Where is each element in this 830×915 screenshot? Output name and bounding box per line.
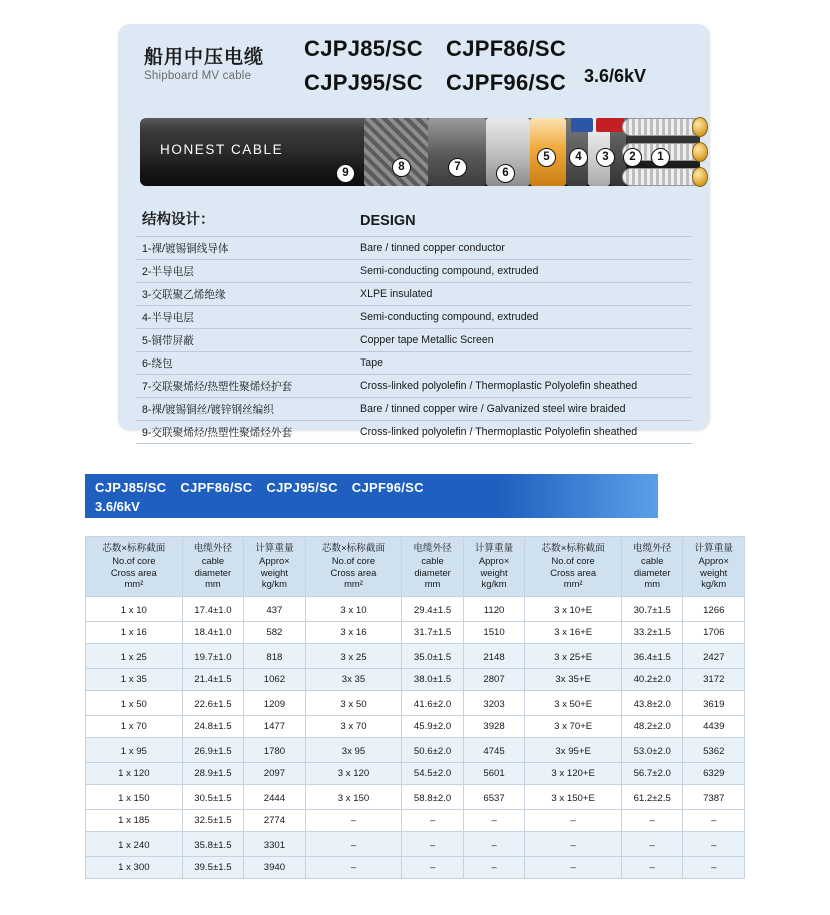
table-cell: 41.6±2.0	[402, 691, 464, 716]
callout-5: 5	[537, 148, 556, 167]
column-header-en: diameter	[414, 566, 451, 578]
table-cell: 28.9±1.5	[182, 763, 244, 785]
table-cell: 17.4±1.0	[182, 597, 244, 622]
design-table-header	[136, 208, 692, 236]
spec-banner-code: CJPF96/SC	[351, 480, 424, 495]
table-cell: 2444	[244, 785, 306, 810]
callout-8: 8	[392, 158, 411, 177]
design-row-label-cn: 6-绕包	[142, 357, 173, 370]
design-row-label-cn: 9-交联聚烯烃/热塑性聚烯烃外套	[142, 426, 293, 439]
design-row-label-en: Semi-conducting compound, extruded	[360, 311, 539, 323]
table-cell: 58.8±2.0	[402, 785, 464, 810]
callout-1: 1	[651, 148, 670, 167]
cable-layer-marker-blue	[571, 118, 593, 132]
table-cell: 3 x 120+E	[525, 763, 622, 785]
design-row-label-en: Cross-linked polyolefin / Thermoplastic Polyolefin sheathed	[360, 380, 638, 392]
table-cell: 3 x 70+E	[525, 716, 622, 738]
product-code-cjpf96: CJPF96/SC	[446, 70, 567, 95]
column-header-en: No.of core	[551, 554, 595, 566]
table-column-header	[621, 537, 683, 597]
column-header-unit: mm	[205, 578, 221, 590]
product-code-column-2	[446, 36, 566, 96]
table-cell: –	[621, 857, 683, 879]
design-row-label-en: Tape	[360, 357, 383, 369]
table-cell: 3 x 10	[305, 597, 402, 622]
callout-9: 9	[336, 164, 355, 183]
table-cell: –	[621, 832, 683, 857]
table-cell: –	[525, 857, 622, 879]
design-row-label-en: Copper tape Metallic Screen	[360, 334, 494, 346]
design-row-label-en: Bare / tinned copper conductor	[360, 242, 505, 254]
table-column-header	[244, 537, 306, 597]
table-cell: 1 x 25	[86, 644, 183, 669]
table-cell: 22.6±1.5	[182, 691, 244, 716]
table-row	[86, 785, 745, 810]
table-column-header	[402, 537, 464, 597]
table-cell: 43.8±2.0	[621, 691, 683, 716]
table-cell: 1120	[463, 597, 525, 622]
specification-table	[85, 536, 745, 879]
design-row	[136, 282, 692, 305]
column-header-en: weight	[480, 566, 508, 578]
conductor-end-cap	[692, 167, 708, 187]
column-header-unit: kg/km	[261, 578, 287, 590]
table-cell: –	[305, 810, 402, 832]
product-code-cjpf86: CJPF86/SC	[446, 36, 567, 61]
table-header-row	[86, 537, 745, 597]
table-cell: –	[621, 810, 683, 832]
column-header-en: No.of core	[112, 554, 156, 566]
design-row-label-en: Bare / tinned copper wire / Galvanized steel wire braided	[360, 403, 626, 415]
table-row	[86, 763, 745, 785]
product-info-panel	[118, 24, 710, 439]
table-cell: 35.8±1.5	[182, 832, 244, 857]
column-header-cn: 芯数×标称截面	[541, 543, 605, 554]
table-cell: 437	[244, 597, 306, 622]
product-title-cn: 船用中压电缆	[144, 47, 265, 68]
spec-banner-code: CJPJ85/SC	[95, 480, 167, 495]
table-cell: 1 x 50	[86, 691, 183, 716]
table-cell: –	[402, 810, 464, 832]
table-cell: 5362	[683, 738, 745, 763]
column-header-unit: kg/km	[481, 578, 507, 590]
conductor-1	[622, 118, 706, 136]
table-cell: –	[683, 857, 745, 879]
table-cell: –	[683, 810, 745, 832]
table-cell: 3x 35	[305, 669, 402, 691]
spec-banner-voltage: 3.6/6kV	[95, 499, 140, 514]
column-header-cn: 电缆外径	[633, 543, 672, 554]
table-cell: 1510	[463, 622, 525, 644]
table-row	[86, 716, 745, 738]
table-cell: 30.7±1.5	[621, 597, 683, 622]
design-row-list	[136, 236, 692, 444]
column-header-cn: 电缆外径	[413, 543, 452, 554]
column-header-en: diameter	[633, 566, 671, 578]
table-row	[86, 832, 745, 857]
column-header-cn: 计算重量	[255, 543, 294, 554]
table-cell: –	[463, 810, 525, 832]
table-cell: 3301	[244, 832, 306, 857]
design-row-label-cn: 3-交联聚乙烯绝缘	[142, 288, 226, 301]
table-cell: 40.2±2.0	[621, 669, 683, 691]
table-cell: –	[525, 832, 622, 857]
table-cell: 582	[244, 622, 306, 644]
specification-table-body	[86, 597, 745, 879]
table-cell: 1 x 185	[86, 810, 183, 832]
table-cell: 1477	[244, 716, 306, 738]
table-cell: –	[525, 810, 622, 832]
column-header-en: cable	[201, 554, 225, 566]
design-row-label-cn: 8-裸/镀锡铜丝/镀锌钢丝编织	[142, 403, 274, 416]
table-cell: 3940	[244, 857, 306, 879]
product-code-column-1	[304, 36, 423, 96]
table-cell: 48.2±2.0	[621, 716, 683, 738]
table-cell: 1 x 95	[86, 738, 183, 763]
product-code-cjpj85: CJPJ85/SC	[304, 36, 423, 61]
brand-label: HONEST CABLE	[160, 142, 284, 157]
table-cell: 2148	[463, 644, 525, 669]
callout-6: 6	[496, 164, 515, 183]
spec-banner-code: CJPJ95/SC	[266, 480, 338, 495]
table-cell: –	[683, 832, 745, 857]
design-row	[136, 305, 692, 328]
table-cell: 1266	[683, 597, 745, 622]
table-cell: 30.5±1.5	[182, 785, 244, 810]
table-cell: 56.7±2.0	[621, 763, 683, 785]
table-cell: 3 x 25	[305, 644, 402, 669]
design-row	[136, 374, 692, 397]
table-cell: 1780	[244, 738, 306, 763]
table-cell: 1062	[244, 669, 306, 691]
table-cell: 39.5±1.5	[182, 857, 244, 879]
spec-banner	[85, 474, 658, 518]
voltage-rating: 3.6/6kV	[584, 66, 647, 86]
column-header-unit: mm	[644, 578, 661, 590]
column-header-en: No.of core	[331, 554, 376, 566]
column-header-unit: mm	[424, 578, 441, 590]
table-cell: –	[463, 857, 525, 879]
table-row	[86, 857, 745, 879]
table-cell: 21.4±1.5	[182, 669, 244, 691]
design-header-cn: 结构设计：	[142, 212, 215, 228]
table-row	[86, 691, 745, 716]
column-header-unit: mm²	[124, 578, 144, 590]
callout-4: 4	[569, 148, 588, 167]
table-cell: 1706	[683, 622, 745, 644]
table-column-header	[182, 537, 244, 597]
design-row-label-en: Semi-conducting compound, extruded	[360, 265, 539, 277]
table-cell: 1 x 150	[86, 785, 183, 810]
table-column-header	[86, 537, 183, 597]
table-cell: 6537	[463, 785, 525, 810]
table-cell: 1 x 120	[86, 763, 183, 785]
table-cell: 24.8±1.5	[182, 716, 244, 738]
table-cell: 4745	[463, 738, 525, 763]
table-cell: 3 x 10+E	[525, 597, 622, 622]
design-row-label-cn: 4-半导电层	[142, 311, 194, 324]
design-row-label-cn: 5-铜带屏蔽	[142, 334, 194, 347]
table-cell: 4439	[683, 716, 745, 738]
table-cell: 1 x 300	[86, 857, 183, 879]
callout-2: 2	[623, 148, 642, 167]
design-row	[136, 420, 692, 444]
table-cell: 3 x 50	[305, 691, 402, 716]
table-cell: 19.7±1.0	[182, 644, 244, 669]
table-cell: –	[305, 857, 402, 879]
table-cell: 3x 95	[305, 738, 402, 763]
design-header-en: DESIGN	[360, 213, 416, 229]
table-cell: 1209	[244, 691, 306, 716]
table-cell: 1 x 16	[86, 622, 183, 644]
design-row-label-en: XLPE insulated	[360, 288, 433, 300]
table-column-header	[525, 537, 622, 597]
table-cell: 3172	[683, 669, 745, 691]
table-column-header	[683, 537, 745, 597]
table-column-header	[305, 537, 402, 597]
table-cell: 32.5±1.5	[182, 810, 244, 832]
table-cell: 3 x 70	[305, 716, 402, 738]
table-cell: 35.0±1.5	[402, 644, 464, 669]
table-cell: 3x 95+E	[525, 738, 622, 763]
table-cell: 53.0±2.0	[621, 738, 683, 763]
column-header-cn: 计算重量	[694, 543, 733, 554]
table-cell: 33.2±1.5	[621, 622, 683, 644]
table-column-header	[463, 537, 525, 597]
column-header-unit: mm²	[344, 578, 363, 590]
column-header-en: Appro×	[478, 554, 510, 566]
table-cell: 3 x 150	[305, 785, 402, 810]
table-cell: 1 x 35	[86, 669, 183, 691]
cable-layer-marker-red	[596, 118, 624, 132]
table-cell: 6329	[683, 763, 745, 785]
column-header-cn: 计算重量	[474, 543, 514, 554]
table-cell: 2774	[244, 810, 306, 832]
table-cell: –	[463, 832, 525, 857]
column-header-en: Appro×	[259, 554, 290, 566]
column-header-en: Cross area	[550, 566, 597, 578]
column-header-en: cable	[641, 554, 664, 566]
table-cell: 29.4±1.5	[402, 597, 464, 622]
column-header-en: Cross area	[110, 566, 157, 578]
table-cell: 5601	[463, 763, 525, 785]
panel-header	[136, 36, 700, 100]
table-cell: 61.2±2.5	[621, 785, 683, 810]
table-row	[86, 622, 745, 644]
table-cell: 18.4±1.0	[182, 622, 244, 644]
design-row	[136, 351, 692, 374]
callout-3: 3	[596, 148, 615, 167]
table-cell: 1 x 10	[86, 597, 183, 622]
table-cell: 1 x 70	[86, 716, 183, 738]
table-cell: 2097	[244, 763, 306, 785]
table-cell: 3 x 16	[305, 622, 402, 644]
design-row-label-cn: 7-交联聚烯烃/热塑性聚烯烃护套	[142, 380, 293, 393]
design-row	[136, 259, 692, 282]
product-title-en: Shipboard MV cable	[144, 70, 252, 82]
callout-7: 7	[448, 158, 467, 177]
column-header-en: cable	[421, 554, 444, 566]
design-row	[136, 328, 692, 351]
table-cell: 1 x 240	[86, 832, 183, 857]
product-code-cjpj95: CJPJ95/SC	[304, 70, 423, 95]
table-cell: 26.9±1.5	[182, 738, 244, 763]
table-cell: 3 x 50+E	[525, 691, 622, 716]
table-cell: 38.0±1.5	[402, 669, 464, 691]
table-cell: –	[402, 857, 464, 879]
table-cell: 818	[244, 644, 306, 669]
table-cell: 3928	[463, 716, 525, 738]
conductor-end-cap	[692, 142, 708, 162]
table-cell: –	[402, 832, 464, 857]
design-row-label-cn: 2-半导电层	[142, 265, 194, 278]
design-row-label-en: Cross-linked polyolefin / Thermoplastic Polyolefin sheathed	[360, 426, 638, 438]
table-cell: 45.9±2.0	[402, 716, 464, 738]
design-row	[136, 397, 692, 420]
column-header-en: weight	[700, 566, 728, 578]
table-row	[86, 669, 745, 691]
table-cell: 36.4±1.5	[621, 644, 683, 669]
table-cell: 3x 35+E	[525, 669, 622, 691]
conductor-end-cap	[692, 117, 708, 137]
design-table	[136, 208, 692, 444]
spec-banner-codes	[95, 480, 658, 495]
table-cell: 50.6±2.0	[402, 738, 464, 763]
cable-cutaway-illustration	[128, 110, 700, 196]
column-header-cn: 芯数×标称截面	[102, 543, 166, 554]
design-row	[136, 236, 692, 259]
table-row	[86, 644, 745, 669]
column-header-en: Cross area	[330, 566, 377, 578]
table-cell: 3619	[683, 691, 745, 716]
column-header-cn: 芯数×标称截面	[321, 543, 386, 554]
specification-table-head	[86, 537, 745, 597]
column-header-en: diameter	[194, 566, 232, 578]
table-cell: –	[305, 832, 402, 857]
table-row	[86, 810, 745, 832]
table-cell: 2807	[463, 669, 525, 691]
spec-banner-code: CJPF86/SC	[180, 480, 253, 495]
table-cell: 2427	[683, 644, 745, 669]
column-header-unit: kg/km	[701, 578, 727, 590]
conductor-3	[622, 168, 706, 186]
column-header-en: weight	[260, 566, 288, 578]
column-header-cn: 电缆外径	[193, 543, 233, 554]
table-cell: 7387	[683, 785, 745, 810]
column-header-unit: mm²	[563, 578, 583, 590]
design-row-label-cn: 1-裸/镀锡铜线导体	[142, 242, 229, 255]
column-header-en: Appro×	[698, 554, 729, 566]
table-cell: 3 x 25+E	[525, 644, 622, 669]
table-cell: 54.5±2.0	[402, 763, 464, 785]
table-cell: 3 x 16+E	[525, 622, 622, 644]
table-cell: 3 x 120	[305, 763, 402, 785]
table-cell: 31.7±1.5	[402, 622, 464, 644]
table-row	[86, 597, 745, 622]
table-row	[86, 738, 745, 763]
table-cell: 3203	[463, 691, 525, 716]
table-cell: 3 x 150+E	[525, 785, 622, 810]
